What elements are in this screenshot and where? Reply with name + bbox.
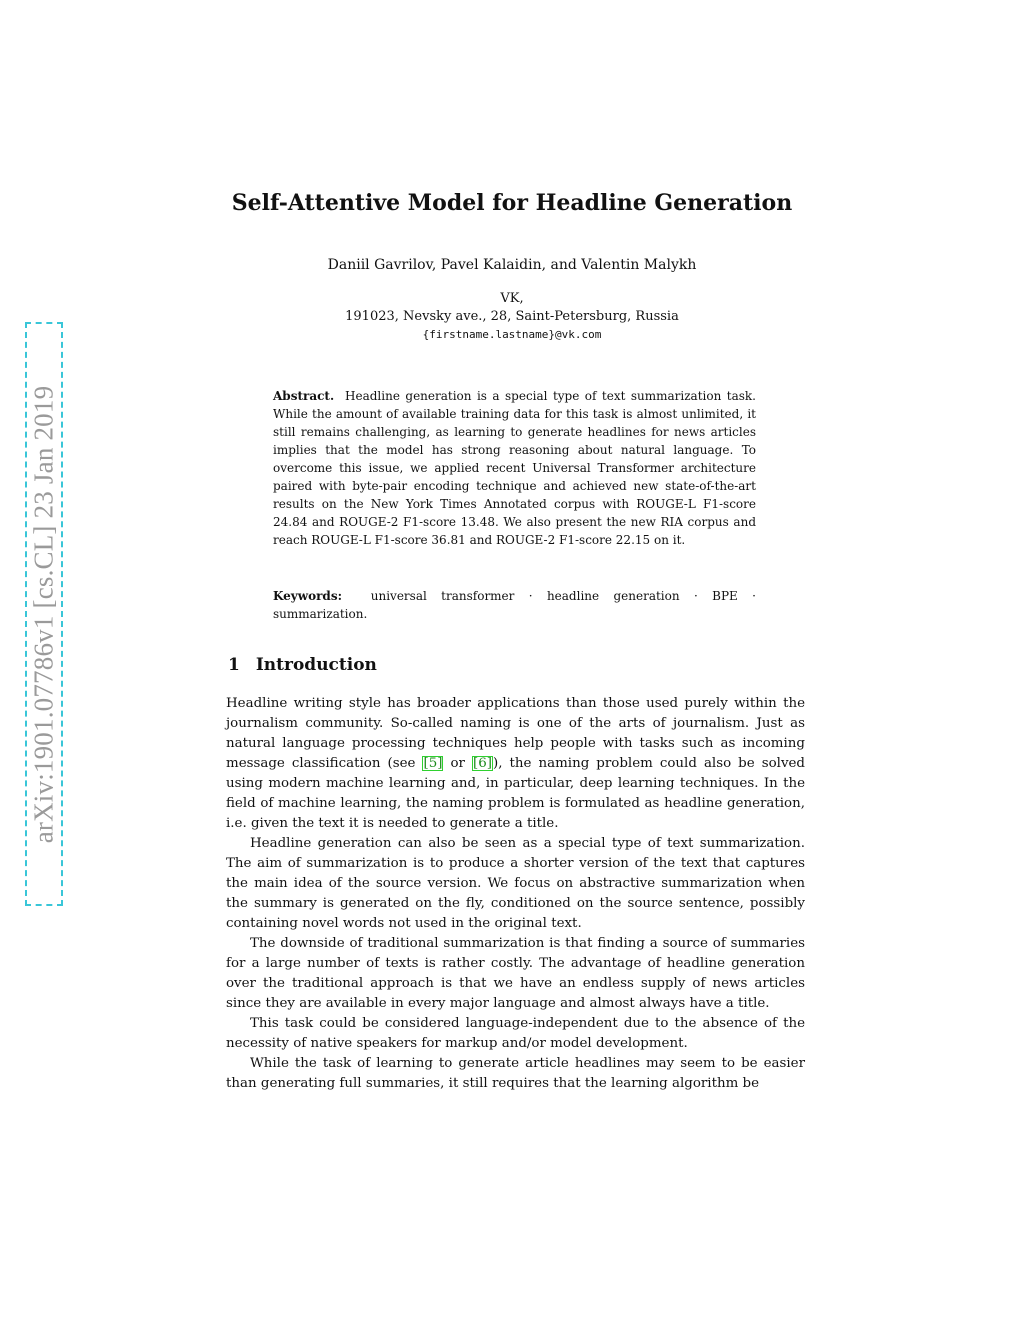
affiliation — [0, 290, 1024, 344]
paragraph-1 — [226, 694, 805, 834]
section-number: 1 — [228, 655, 240, 675]
affiliation-email: {firstname.lastname}@vk.com — [422, 328, 602, 341]
section-title: Introduction — [255, 655, 377, 675]
affiliation-address: 191023, Nevsky ave., 28, Saint-Petersburg, Russia — [345, 309, 679, 324]
paragraph-1-text-c: ), the naming problem could also be solved using modern machine learning and, in particular, deep learning techniques. In the field of machine learning, the naming problem is formulated as headline generation, i.e. given the text it is needed to generate a title. — [226, 756, 806, 831]
keywords-label: Keywords: — [273, 589, 343, 603]
section-heading — [228, 654, 377, 676]
paragraph-5: While the task of learning to generate article headlines may seem to be easier than generating full summaries, it still requires that the learning algorithm be — [226, 1056, 805, 1091]
citation-link-5[interactable]: [5] — [423, 756, 443, 771]
arxiv-stamp-text: arXiv:1901.07786v1 [cs.CL] 23 Jan 2019 — [28, 385, 59, 843]
affiliation-org: VK, — [500, 291, 524, 306]
paragraph-2: Headline generation can also be seen as a special type of text summarization. The aim of summarization is to produce a shorter version of the text that captures the main idea of the source version. We focus on abstractive summarization when the summary is generated on the fly, conditioned on the source sentence, possibly containing novel words not used in the original text. — [226, 836, 805, 931]
paragraph-1-text-b: or — [443, 756, 473, 771]
section-body — [226, 694, 805, 1094]
citation-link-6[interactable]: [6] — [473, 756, 492, 771]
arxiv-stamp — [25, 322, 63, 906]
abstract — [273, 387, 756, 549]
paragraph-1-text-a: Headline writing style has broader applications than those used purely within the journalism community. So-called naming is one of the arts of journalism. Just as natural language processing techniques help people with tasks such as incoming message classification (see — [226, 696, 805, 771]
author-list: Daniil Gavrilov, Pavel Kalaidin, and Valentin Malykh — [327, 257, 697, 273]
keywords-text: universal transformer · headline generation · BPE · summarization. — [273, 589, 756, 621]
paragraph-4: This task could be considered language-independent due to the absence of the necessity of native speakers for markup and/or model development. — [226, 1016, 805, 1051]
paper-title: Self-Attentive Model for Headline Generation — [231, 190, 793, 216]
keywords — [273, 587, 756, 623]
abstract-text: Headline generation is a special type of text summarization task. While the amount of available training data for this task is almost unlimited, it still remains challenging, as learning to generate headlines for news articles implies that the model has strong reasoning about natural language. To overcome this issue, we applied recent Universal Transformer architecture paired with byte-pair encoding technique and achieved new state-of-the-art results on the New York Times Annotated corpus with ROUGE-L F1-score 24.84 and ROUGE-2 F1-score 13.48. We also present the new RIA corpus and reach ROUGE-L F1-score 36.81 and ROUGE-2 F1-score 22.15 on it. — [273, 389, 756, 547]
paragraph-3: The downside of traditional summarization is that finding a source of summaries for a large number of texts is rather costly. The advantage of headline generation over the traditional approach is that we have an endless supply of news articles since they are available in every major language and almost always have a title. — [226, 936, 805, 1011]
abstract-label: Abstract. — [273, 389, 335, 403]
